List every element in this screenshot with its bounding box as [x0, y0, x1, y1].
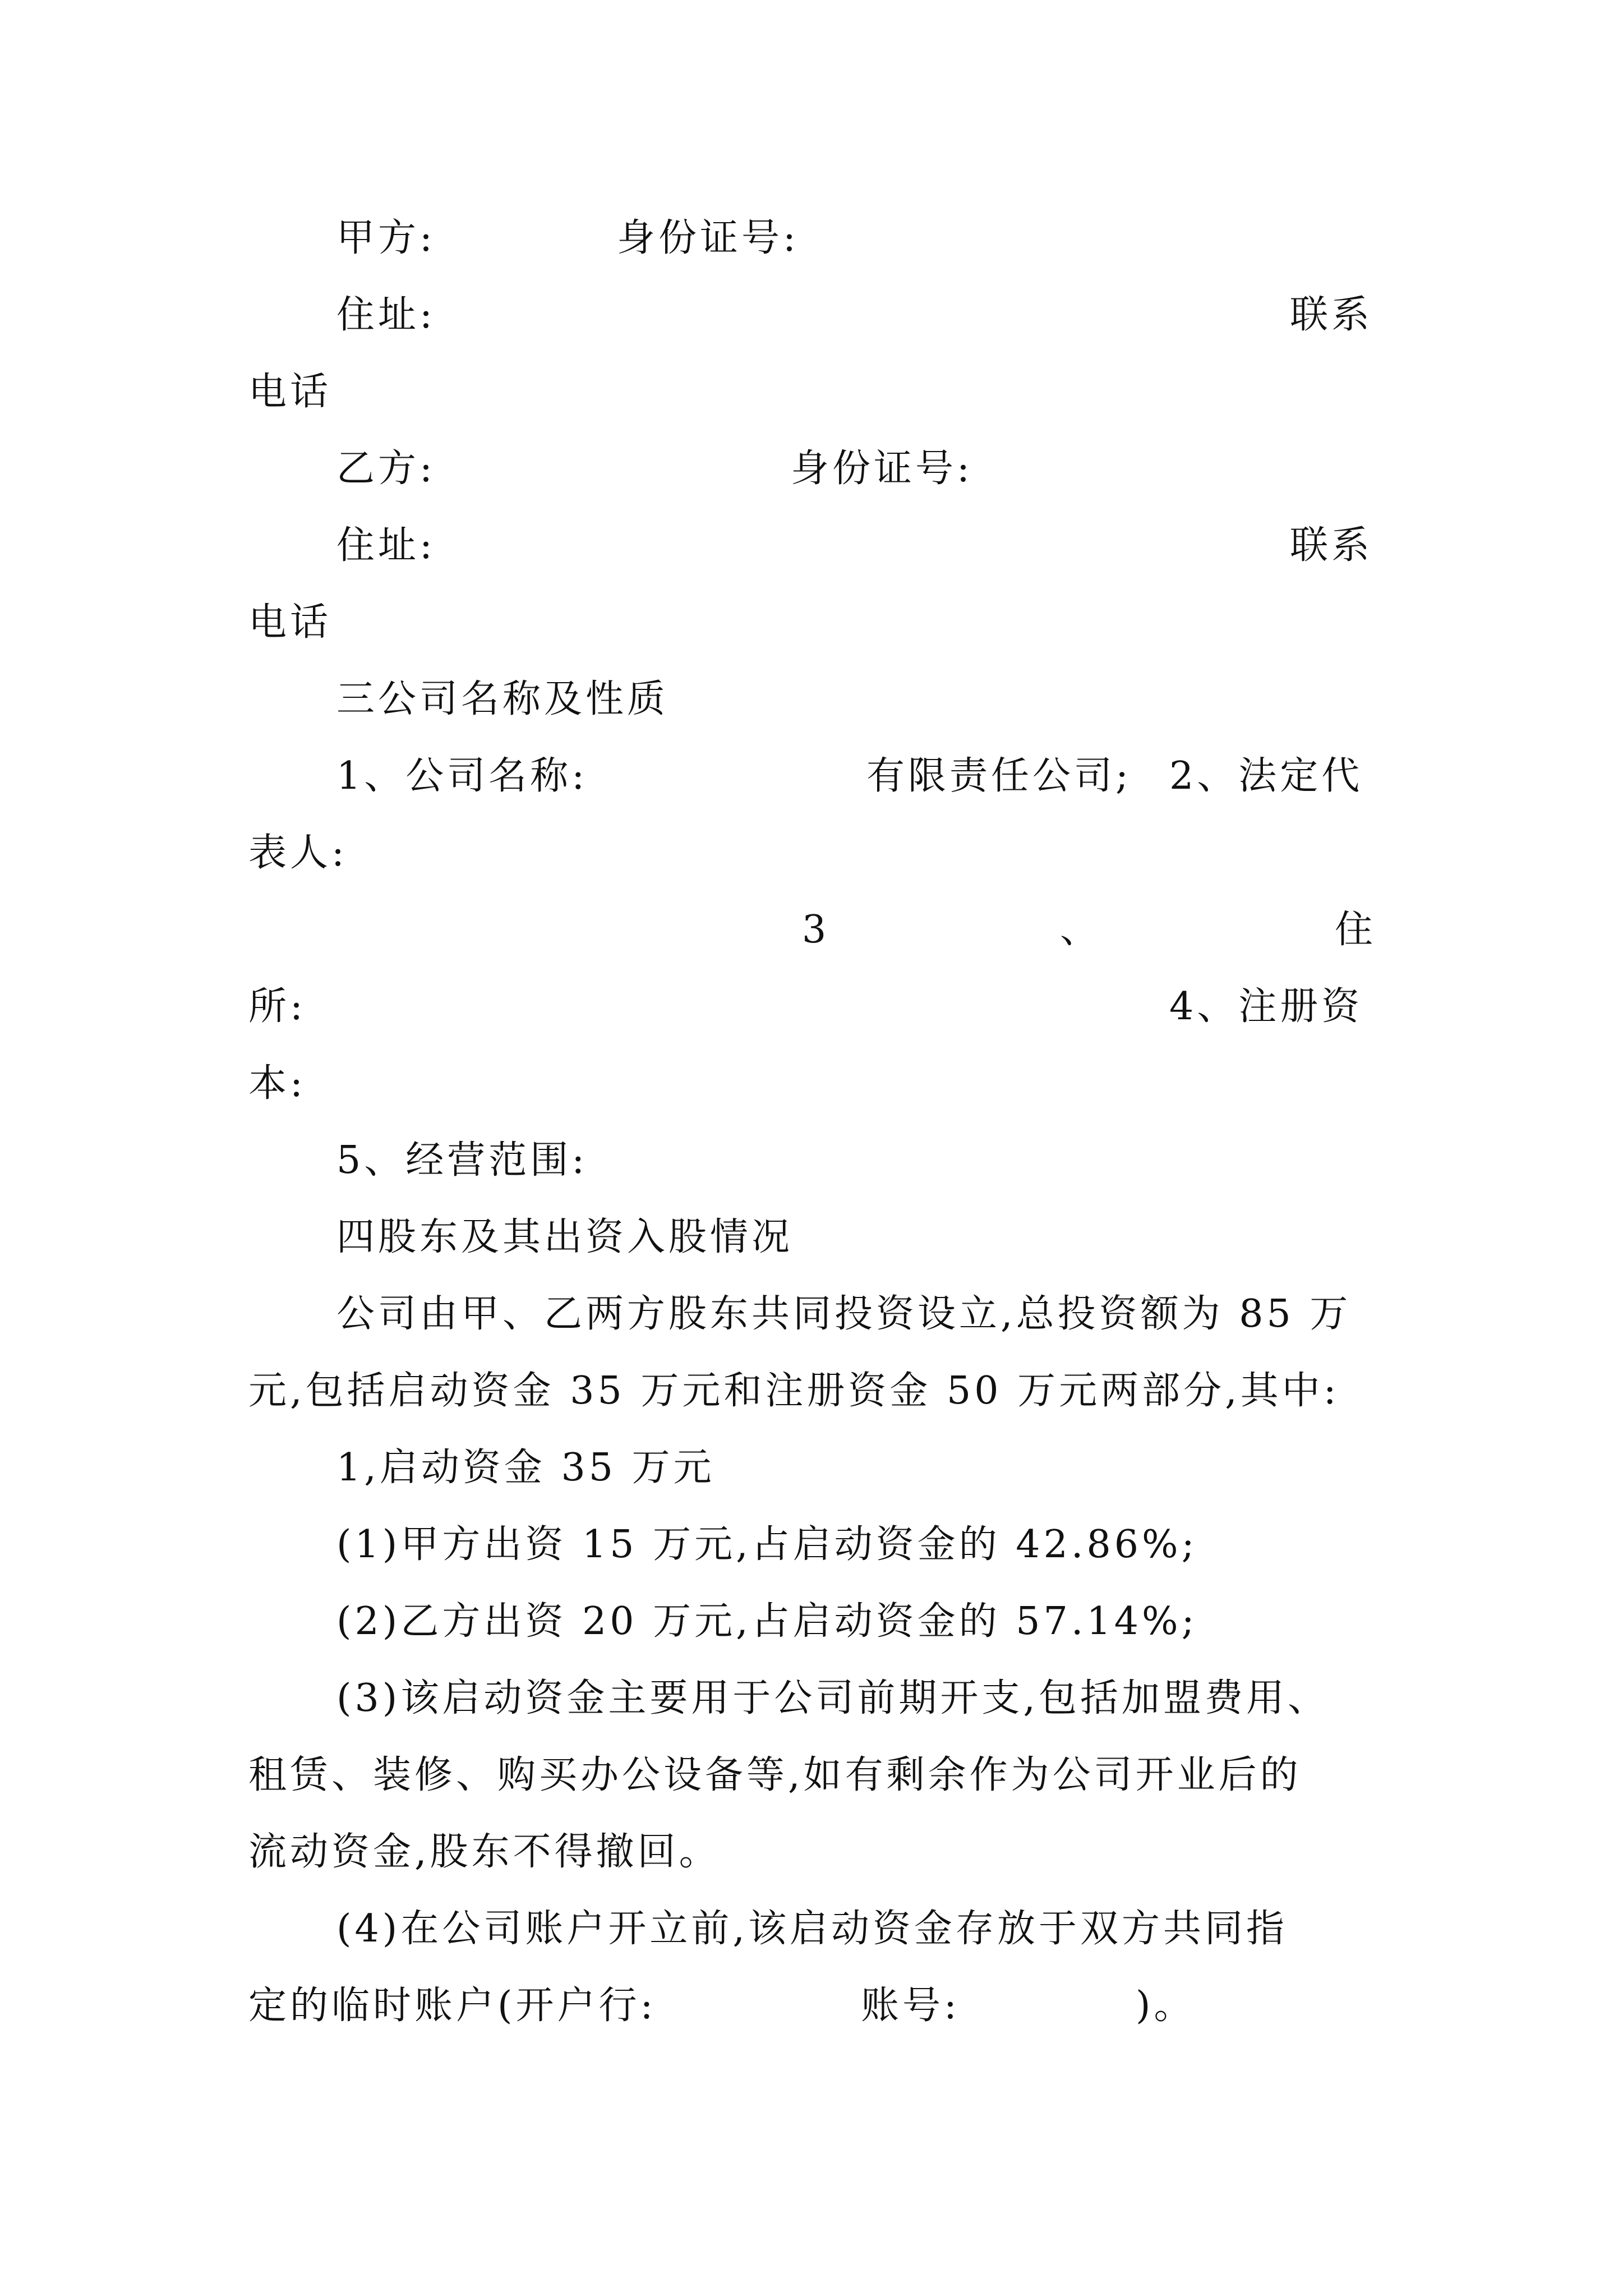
residence-number: 3 — [802, 908, 830, 952]
company-section-heading: 三公司名称及性质 — [336, 677, 669, 721]
startup-fund-item-1: (1)甲方出资 15 万元,占启动资金的 42.86%; — [336, 1522, 1198, 1567]
investment-intro-line1: 公司由甲、乙两方股东共同投资设立,总投资额为 85 万 — [336, 1292, 1352, 1336]
startup-fund-item-3-line2: 租赁、装修、购买办公设备等,如有剩余作为公司开业后的 — [248, 1753, 1302, 1797]
party-b-address-label: 住址: — [336, 523, 436, 568]
party-a-contact-label-part2: 电话 — [248, 370, 332, 414]
residence-label-part2: 所: — [248, 984, 306, 1029]
startup-fund-item-4-line2-prefix: 定的临时账户(开户行: — [248, 1984, 657, 2028]
party-a-address-label: 住址: — [336, 293, 436, 337]
legal-representative-label-part2: 表人: — [248, 831, 348, 875]
company-name-label: 1、公司名称: — [336, 754, 588, 798]
party-b-contact-label-part2: 电话 — [248, 600, 332, 645]
party-b-contact-label-part1: 联系 — [1290, 523, 1373, 568]
registered-capital-label-part1: 4、注册资 — [1169, 984, 1363, 1029]
registered-capital-label-part2: 本: — [248, 1061, 306, 1106]
account-close-paren: )。 — [1136, 1984, 1196, 2028]
company-name-suffix: 有限责任公司; — [866, 754, 1132, 798]
residence-separator: 、 — [1060, 908, 1102, 952]
party-a-label: 甲方: — [336, 216, 436, 260]
party-a-contact-label-part1: 联系 — [1290, 293, 1373, 337]
party-b-label: 乙方: — [336, 447, 436, 491]
startup-fund-item-4-line1: (4)在公司账户开立前,该启动资金存放于双方共同指 — [336, 1907, 1288, 1951]
shareholders-section-heading: 四股东及其出资入股情况 — [336, 1215, 794, 1259]
legal-representative-label-part1: 2、法定代 — [1169, 754, 1363, 798]
account-number-label: 账号: — [861, 1984, 960, 2028]
investment-intro-line2: 元,包括启动资金 35 万元和注册资金 50 万元两部分,其中: — [248, 1369, 1340, 1413]
startup-fund-item-3-line3: 流动资金,股东不得撤回。 — [248, 1830, 721, 1874]
startup-fund-heading: 1,启动资金 35 万元 — [336, 1446, 715, 1490]
residence-label-part1: 住 — [1335, 908, 1377, 952]
business-scope-label: 5、经营范围: — [336, 1138, 588, 1182]
party-b-id-label: 身份证号: — [791, 447, 973, 491]
startup-fund-item-2: (2)乙方出资 20 万元,占启动资金的 57.14%; — [336, 1599, 1198, 1644]
party-a-id-label: 身份证号: — [617, 216, 799, 260]
startup-fund-item-3-line1: (3)该启动资金主要用于公司前期开支,包括加盟费用、 — [336, 1676, 1329, 1720]
